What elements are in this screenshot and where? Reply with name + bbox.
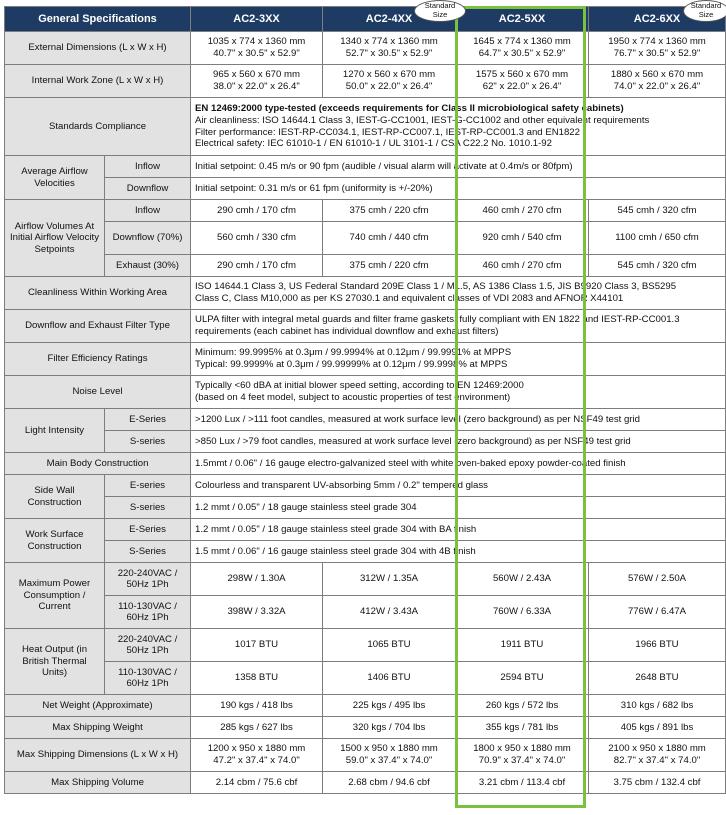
row-label: Max Shipping Dimensions (L x W x H) (5, 739, 191, 772)
sub-label: S-Series (105, 541, 191, 563)
sub-label: E-Series (105, 519, 191, 541)
table-cell: 290 cmh / 170 cfm (191, 255, 323, 277)
table-cell: 2594 BTU (456, 662, 589, 695)
sub-label: Downflow (70%) (105, 222, 191, 255)
row-label: Work Surface Construction (5, 519, 105, 563)
table-cell: 1035 x 774 x 1360 mm 40.7" x 30.5" x 52.9" (191, 32, 323, 65)
sub-label: Exhaust (30%) (105, 255, 191, 277)
table-row (5, 310, 726, 343)
row-label: Average Airflow Velocities (5, 156, 105, 200)
table-cell: 2.14 cbm / 75.6 cbf (191, 772, 323, 794)
table-row (5, 255, 726, 277)
table-cell: 1950 x 774 x 1360 mm 76.7" x 30.5" x 52.9" (589, 32, 726, 65)
header-row (5, 7, 726, 32)
table-cell: 320 kgs / 704 lbs (323, 717, 456, 739)
model-header: AC2-6XX (589, 7, 726, 32)
row-label: Net Weight (Approximate) (5, 695, 191, 717)
table-cell: 740 cmh / 440 cfm (323, 222, 456, 255)
table-cell: 1065 BTU (323, 629, 456, 662)
table-row (5, 32, 726, 65)
table-cell: 3.75 cbm / 132.4 cbf (589, 772, 726, 794)
table-cell: 1966 BTU (589, 629, 726, 662)
table-cell: Colourless and transparent UV-absorbing 5mm / 0.2" tempered glass (191, 475, 726, 497)
sub-label: Downflow (105, 178, 191, 200)
row-label: Cleanliness Within Working Area (5, 277, 191, 310)
table-cell: 965 x 560 x 670 mm 38.0" x 22.0" x 26.4" (191, 65, 323, 98)
table-cell: >1200 Lux / >111 foot candles, measured at work surface level (zero background) as per NSF49 test grid (191, 409, 726, 431)
table-row (5, 65, 726, 98)
table-cell: 1270 x 560 x 670 mm 50.0" x 22.0" x 26.4" (323, 65, 456, 98)
table-cell: 545 cmh / 320 cfm (589, 255, 726, 277)
row-label: Filter Efficiency Ratings (5, 343, 191, 376)
spec-table (4, 6, 726, 794)
table-cell: EN 12469:2000 type-tested (exceeds requirements for Class II microbiological safety cabinets) Air cleanliness: ISO 14644.1 Class 3, IEST-G-CC1001, IEST-G-CC1002 and other equivalent requirements Filter performance: IEST-RP-CC034.1, IEST-RP-CC007.1, IEST-RP-CC001.3 and EN1822 Electrical safety: IEC 61010-1 / EN 61010-1 / UL 3101-1 / CSA C22.2 No. 1010.1-92 (191, 98, 726, 156)
row-label: Downflow and Exhaust Filter Type (5, 310, 191, 343)
table-cell: 2.68 cbm / 94.6 cbf (323, 772, 456, 794)
table-cell: 1.2 mmt / 0.05" / 18 gauge stainless steel grade 304 (191, 497, 726, 519)
sub-label: 220-240VAC / 50Hz 1Ph (105, 629, 191, 662)
table-cell: 285 kgs / 627 lbs (191, 717, 323, 739)
table-cell: 1100 cmh / 650 cfm (589, 222, 726, 255)
table-cell: ULPA filter with integral metal guards and filter frame gaskets; fully compliant with EN 1822 and IEST-RP-CC001.3 requirements (each cabinet has individual downflow and exhaust filters) (191, 310, 726, 343)
table-row (5, 772, 726, 794)
sub-label: S-series (105, 431, 191, 453)
table-cell: 310 kgs / 682 lbs (589, 695, 726, 717)
table-cell: 412W / 3.43A (323, 596, 456, 629)
table-row (5, 376, 726, 409)
table-cell: 298W / 1.30A (191, 563, 323, 596)
table-row (5, 596, 726, 629)
table-cell: 290 cmh / 170 cfm (191, 200, 323, 222)
sub-label: 220-240VAC / 50Hz 1Ph (105, 563, 191, 596)
table-cell: 1500 x 950 x 1880 mm 59.0" x 37.4" x 74.0" (323, 739, 456, 772)
table-cell: 560 cmh / 330 cfm (191, 222, 323, 255)
row-label: Main Body Construction (5, 453, 191, 475)
model-header: AC2-3XX (191, 7, 323, 32)
table-cell: 560W / 2.43A (456, 563, 589, 596)
table-cell: >850 Lux / >79 foot candles, measured at work surface level (zero background) as per NSF49 test grid (191, 431, 726, 453)
table-cell: 760W / 6.33A (456, 596, 589, 629)
sub-label: Inflow (105, 156, 191, 178)
sub-label: E-Series (105, 409, 191, 431)
table-row (5, 409, 726, 431)
model-header: AC2-4XX (323, 7, 456, 32)
header-title: General Specifications (5, 7, 191, 32)
table-cell: 260 kgs / 572 lbs (456, 695, 589, 717)
row-label: Side Wall Construction (5, 475, 105, 519)
table-cell: 2648 BTU (589, 662, 726, 695)
table-row (5, 475, 726, 497)
table-row (5, 629, 726, 662)
table-cell: 1340 x 774 x 1360 mm 52.7" x 30.5" x 52.9" (323, 32, 456, 65)
table-cell: 2100 x 950 x 1880 mm 82.7" x 37.4" x 74.0" (589, 739, 726, 772)
table-cell: 545 cmh / 320 cfm (589, 200, 726, 222)
table-row (5, 662, 726, 695)
table-row (5, 431, 726, 453)
table-cell: 375 cmh / 220 cfm (323, 200, 456, 222)
standard-size-bubble: Standard Size (414, 0, 466, 22)
sub-label: Inflow (105, 200, 191, 222)
row-label: Heat Output (in British Thermal Units) (5, 629, 105, 695)
table-cell: 1880 x 560 x 670 mm 74.0" x 22.0" x 26.4" (589, 65, 726, 98)
row-label: Max Shipping Volume (5, 772, 191, 794)
table-row (5, 453, 726, 475)
row-label: Maximum Power Consumption / Current (5, 563, 105, 629)
row-label: Standards Compliance (5, 98, 191, 156)
row-label: Noise Level (5, 376, 191, 409)
table-cell: Minimum: 99.9995% at 0.3μm / 99.9994% at 0.12μm / 99.9991% at MPPS Typical: 99.9999% at 0.3μm / 99.99999% at 0.12μm / 99.9998% at MPPS (191, 343, 726, 376)
table-row (5, 717, 726, 739)
row-label: Internal Work Zone (L x W x H) (5, 65, 191, 98)
table-row (5, 695, 726, 717)
table-cell: 1200 x 950 x 1880 mm 47.2" x 37.4" x 74.0" (191, 739, 323, 772)
table-cell: 1800 x 950 x 1880 mm 70.9" x 37.4" x 74.0" (456, 739, 589, 772)
row-label: Max Shipping Weight (5, 717, 191, 739)
table-cell: Initial setpoint: 0.45 m/s or 90 fpm (audible / visual alarm will activate at 0.4m/s or 80fpm) (191, 156, 726, 178)
table-cell: 1406 BTU (323, 662, 456, 695)
table-cell: 920 cmh / 540 cfm (456, 222, 589, 255)
sub-label: 110-130VAC / 60Hz 1Ph (105, 662, 191, 695)
model-header: AC2-5XX (456, 7, 589, 32)
table-cell: 405 kgs / 891 lbs (589, 717, 726, 739)
table-cell: 1.5 mmt / 0.06" / 16 gauge stainless steel grade 304 with 4B finish (191, 541, 726, 563)
table-cell: Initial setpoint: 0.31 m/s or 61 fpm (uniformity is +/-20%) (191, 178, 726, 200)
table-cell: 375 cmh / 220 cfm (323, 255, 456, 277)
table-cell: Typically <60 dBA at initial blower speed setting, according to EN 12469:2000 (based on 4 feet model, subject to acoustic properties of test environment) (191, 376, 726, 409)
table-row (5, 178, 726, 200)
table-cell: 1.5mmt / 0.06" / 16 gauge electro-galvanized steel with white oven-baked epoxy powder-coated finish (191, 453, 726, 475)
table-row (5, 497, 726, 519)
table-cell: 1017 BTU (191, 629, 323, 662)
table-cell: 1911 BTU (456, 629, 589, 662)
row-label: Airflow Volumes At Initial Airflow Velocity Setpoints (5, 200, 105, 277)
table-cell: 576W / 2.50A (589, 563, 726, 596)
table-row (5, 541, 726, 563)
table-cell: 1645 x 774 x 1360 mm 64.7" x 30.5" x 52.9" (456, 32, 589, 65)
table-row (5, 277, 726, 310)
table-cell: ISO 14644.1 Class 3, US Federal Standard 209E Class 1 / M1.5, AS 1386 Class 1.5, JIS B9920 Class 3, BS5295 Class C, Class M10,000 as per KS 27030.1 and equivalent classes of VDI 2083 and AFNOR X44101 (191, 277, 726, 310)
standard-size-bubble: Standard Size (683, 0, 726, 22)
sub-label: 110-130VAC / 60Hz 1Ph (105, 596, 191, 629)
table-cell: 460 cmh / 270 cfm (456, 200, 589, 222)
table-row (5, 222, 726, 255)
table-row (5, 343, 726, 376)
row-label: Light Intensity (5, 409, 105, 453)
table-row (5, 519, 726, 541)
table-cell: 1575 x 560 x 670 mm 62" x 22.0" x 26.4" (456, 65, 589, 98)
table-row (5, 156, 726, 178)
table-row (5, 200, 726, 222)
table-cell: 355 kgs / 781 lbs (456, 717, 589, 739)
table-cell: 776W / 6.47A (589, 596, 726, 629)
row-label: External Dimensions (L x W x H) (5, 32, 191, 65)
sub-label: S-series (105, 497, 191, 519)
table-cell: 3.21 cbm / 113.4 cbf (456, 772, 589, 794)
table-cell: 190 kgs / 418 lbs (191, 695, 323, 717)
table-row (5, 98, 726, 156)
sub-label: E-series (105, 475, 191, 497)
table-cell: 398W / 3.32A (191, 596, 323, 629)
table-cell: 225 kgs / 495 lbs (323, 695, 456, 717)
table-row (5, 563, 726, 596)
table-cell: 1.2 mmt / 0.05" / 18 gauge stainless steel grade 304 with BA finish (191, 519, 726, 541)
table-cell: 312W / 1.35A (323, 563, 456, 596)
table-cell: 460 cmh / 270 cfm (456, 255, 589, 277)
table-cell: 1358 BTU (191, 662, 323, 695)
table-row (5, 739, 726, 772)
